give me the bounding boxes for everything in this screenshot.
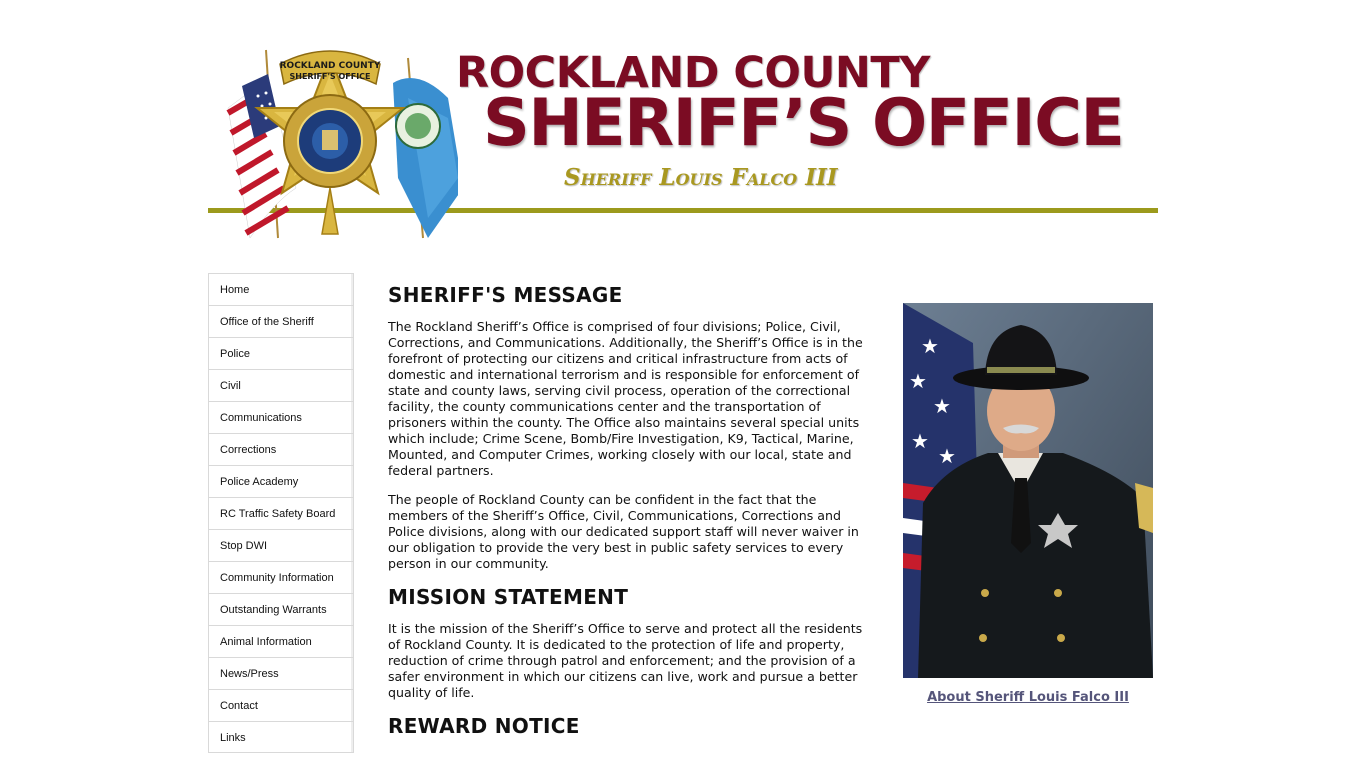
nav-item-rc-traffic-safety-board[interactable]: RC Traffic Safety Board <box>208 497 354 529</box>
main-content <box>388 283 863 750</box>
svg-text:★: ★ <box>911 429 929 453</box>
nav-item-community-information[interactable]: Community Information <box>208 561 354 593</box>
nav-item-home[interactable]: Home <box>208 273 354 305</box>
svg-text:★: ★ <box>909 369 927 393</box>
svg-text:★: ★ <box>933 394 951 418</box>
mission-statement-heading: MISSION STATEMENT <box>388 585 629 609</box>
nav-item-contact[interactable]: Contact <box>208 689 354 721</box>
nav-item-outstanding-warrants[interactable]: Outstanding Warrants <box>208 593 354 625</box>
nav-item-police-academy[interactable]: Police Academy <box>208 465 354 497</box>
nav-item-animal-information[interactable]: Animal Information <box>208 625 354 657</box>
site-subtitle-sheriff: Sheriff Louis Falco III <box>564 164 838 191</box>
nav-item-corrections[interactable]: Corrections <box>208 433 354 465</box>
svg-text:ROCKLAND COUNTY: ROCKLAND COUNTY <box>279 61 381 71</box>
site-title-county: ROCKLAND COUNTY <box>456 48 930 98</box>
sidebar-nav <box>208 273 354 753</box>
sheriffs-message-paragraph-1: The Rockland Sheriff’s Office is comprised of four divisions; Police, Civil, Corrections, and Communications. Additionally, the Sheriff’s Office is in the forefront of protecting our citizens and critical infrastructure from acts of domestic and international terrorism and is responsible for enforcement of state and county laws, serving civil process, operation of the correctional facility, the county communications center and the transportation of prisoners within the county. The Office also maintains several special units which include; Crime Scene, Bomb/Fire Investigation, K9, Tactical, Marine, Mounted, and Computer Crimes, working closely with our local, state and federal partners. <box>388 319 863 478</box>
sheriffs-message-paragraph-2: The people of Rockland County can be confident in the fact that the members of the Sheriff’s Office, Civil, Communications, Corrections and Police divisions, along with our dedicated support staff will never waiver in our obligation to provide the very best in public safety services to every person in our community. <box>388 492 859 571</box>
nav-item-police[interactable]: Police <box>208 337 354 369</box>
svg-text:SHERIFF'S OFFICE: SHERIFF'S OFFICE <box>289 72 371 81</box>
sheriff-badge-logo[interactable] <box>218 38 458 243</box>
about-sheriff-link[interactable]: About Sheriff Louis Falco III <box>927 690 1129 705</box>
site-title-office: SHERIFF’S OFFICE <box>483 86 1124 161</box>
mission-statement-paragraph: It is the mission of the Sheriff’s Office to serve and protect all the residents of Rockland County. It is dedicated to the protection of life and property, reduction of crime through patrol and enforcement; and the provision of a safer environment in which our citizens can live, work and pursue a better quality of life. <box>388 621 863 700</box>
svg-text:★: ★ <box>938 444 956 468</box>
nav-item-stop-dwi[interactable]: Stop DWI <box>208 529 354 561</box>
nav-item-office-of-the-sheriff[interactable]: Office of the Sheriff <box>208 305 354 337</box>
nav-item-communications[interactable]: Communications <box>208 401 354 433</box>
rockland-flag-icon <box>393 58 458 238</box>
sheriffs-message-heading: SHERIFF'S MESSAGE <box>388 283 623 307</box>
nav-item-civil[interactable]: Civil <box>208 369 354 401</box>
nav-item-news-press[interactable]: News/Press <box>208 657 354 689</box>
reward-notice-heading: REWARD NOTICE <box>388 714 580 738</box>
site-header <box>208 38 1158 243</box>
sheriff-portrait-image <box>903 303 1153 678</box>
svg-text:★: ★ <box>921 334 939 358</box>
nav-item-links[interactable]: Links <box>208 721 354 753</box>
